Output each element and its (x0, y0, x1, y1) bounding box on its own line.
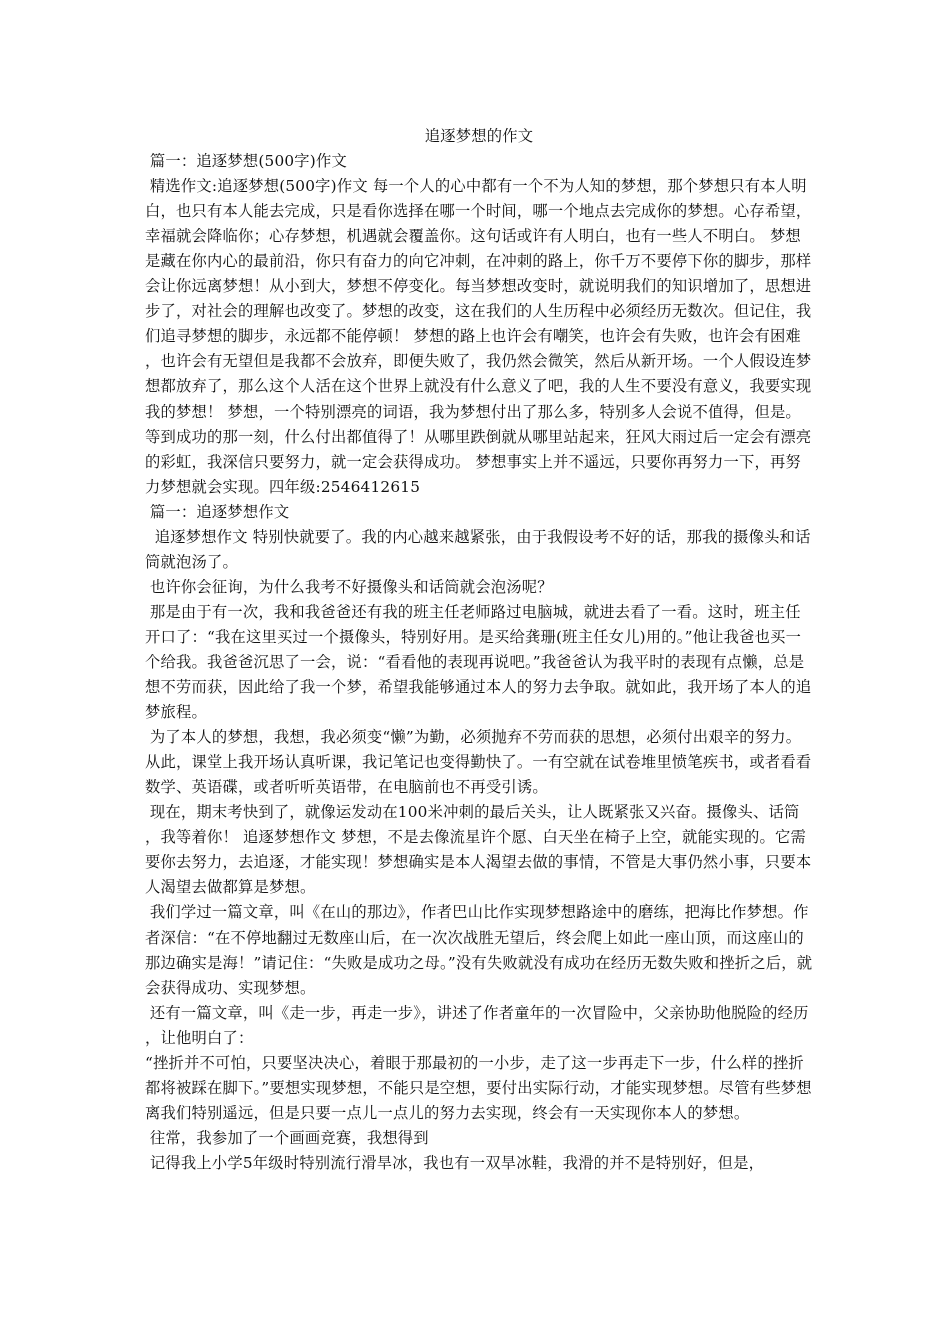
paragraph: 还有一篇文章，叫《走一步，再走一步》，讲述了作者童年的一次冒险中，父亲协助他脱险的经历，让他明白了： (145, 1003, 809, 1047)
paragraph: 精选作文:追逐梦想(500字)作文 每一个人的心中都有一个不为人知的梦想，那个梦想只有本人明白，也只有本人能去完成，只是看你选择在哪一个时间，哪一个地点去完成你的梦想。心存希望，幸福就会降临你；心存梦想，机遇就会覆盖你。这句话或许有人明白，也有一些人不明白。 梦想是藏在你内心的最前沿，你只有奋力的向它冲刺，在冲刺的路上，你千万不要停下你的脚步，那样会让你远离梦想！从小到大，梦想不停变化。每当梦想改变时，就说明我们的知识增加了，思想进步了，对社会的理解也改变了。梦想的改变，这在我们的人生历程中必须经历无数次。但记住，我们追寻梦想的脚步，永远都不能停顿！ 梦想的路上也许会有嘲笑，也许会有失败，也许会有困难，也许会有无望但是我都不会放弃，即便失败了，我仍然会微笑，然后从新开场。一个人假设连梦想都放弃了，那么这个人活在这个世界上就没有什么意义了吧，我的人生不要没有意义，我要实现我的梦想！ 梦想，一个特别漂亮的词语，我为梦想付出了那么多，特别多人会说不值得，但是。等到成功的那一刻，什么付出都值得了！从哪里跌倒就从哪里站起来，狂风大雨过后一定会有漂亮的彩虹，我深信只要努力，就一定会获得成功。 梦想事实上并不遥远，只要你再努力一下，再努力梦想就会实现。四年级:2546412615 (145, 177, 812, 496)
paragraph: 我们学过一篇文章，叫《在山的那边》，作者巴山比作实现梦想路途中的磨练，把海比作梦想。作者深信：“在不停地翻过无数座山后，在一次次战胜无望后，终会爬上如此一座山顶，而这座山的那边确实是海！”请记住：“失败是成功之母。”没有失败就没有成功在经历无数失败和挫折之后，就会获得成功、实现梦想。 (145, 903, 813, 997)
paragraph: 为了本人的梦想，我想，我必须变“懒”为勤，必须抛弃不劳而获的思想，必须付出艰辛的努力。从此，课堂上我开场认真听课，我记笔记也变得勤快了。一有空就在试卷堆里愤笔疾书，或者看看数学、英语碟，或者听听英语带，在电脑前也不再受引诱。 (145, 728, 812, 797)
section-heading: 篇一：追逐梦想(500字)作文 (149, 152, 347, 171)
page-title: 追逐梦想的作文 (424, 127, 534, 145)
document-body (145, 124, 813, 1176)
paragraph: 追逐梦想作文 特别快就要了。我的内心越来越紧张，由于我假设考不好的话，那我的摄像头和话筒就泡汤了。 (145, 527, 811, 571)
paragraph: 现在，期末考快到了，就像运发动在100米冲刺的最后关头，让人既紧张又兴奋。摄像头、话筒，我等着你！ 追逐梦想作文 梦想，不是去像流星许个愿、白天坐在椅子上空，就能实现的。它需要你去努力，去追逐，才能实现！梦想确实是本人渴望去做的事情，不管是大事仍然小事，只要本人渴望去做都算是梦想。 (145, 803, 812, 897)
section-heading: 篇一：追逐梦想作文 (149, 502, 290, 521)
paragraph: 也许你会征询，为什么我考不好摄像头和话筒就会泡汤呢？ (149, 577, 553, 596)
paragraph: 往常，我参加了一个画画竞赛，我想得到 (149, 1128, 429, 1147)
paragraph: “挫折并不可怕，只要坚决决心，着眼于那最初的一小步，走了这一步再走下一步，什么样的挫折都将被踩在脚下。”要想实现梦想，不能只是空想，要付出实际行动，才能实现梦想。尽管有些梦想离我们特别遥远，但是只要一点儿一点儿的努力去实现，终会有一天实现你本人的梦想。 (145, 1053, 812, 1122)
paragraph: 那是由于有一次，我和我爸爸还有我的班主任老师路过电脑城，就进去看了一看。这时，班主任开口了：“我在这里买过一个摄像头，特别好用。是买给龚珊(班主任女儿)用的。”他让我爸也买一个给我。我爸爸沉思了一会，说：“看看他的表现再说吧。”我爸爸认为我平时的表现有点懒，总是想不劳而获，因此给了我一个梦，希望我能够通过本人的努力去争取。就如此，我开场了本人的追梦旅程。 (145, 602, 812, 722)
paragraph: 记得我上小学5年级时特别流行滑旱冰，我也有一双旱冰鞋，我滑的并不是特别好，但是， (149, 1153, 765, 1172)
